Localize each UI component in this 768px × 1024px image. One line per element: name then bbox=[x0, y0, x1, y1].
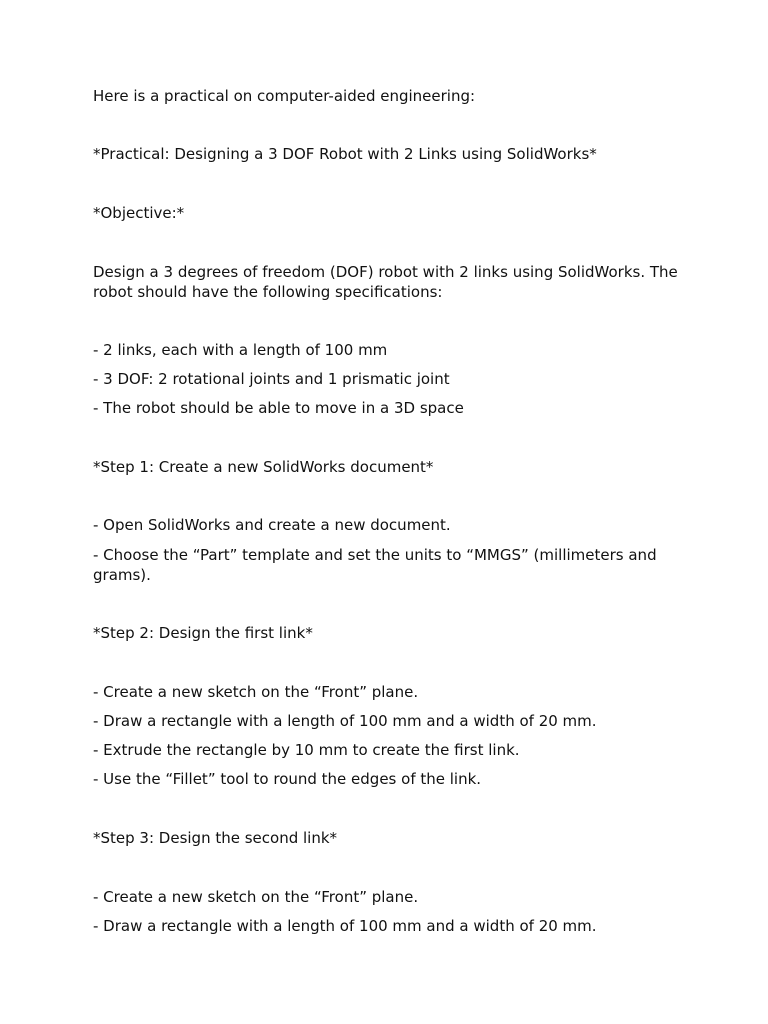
step2-item: - Extrude the rectangle by 10 mm to create the first link. bbox=[93, 741, 520, 759]
step3-item: - Draw a rectangle with a length of 100 mm and a width of 20 mm. bbox=[93, 917, 597, 935]
specification-item: - 2 links, each with a length of 100 mm bbox=[93, 341, 388, 359]
step1-item: - Open SolidWorks and create a new document. bbox=[93, 516, 451, 534]
specification-item: - The robot should be able to move in a 3D space bbox=[93, 399, 464, 417]
step1-heading: *Step 1: Create a new SolidWorks document* bbox=[93, 458, 434, 476]
objective-text: Design a 3 degrees of freedom (DOF) robot with 2 links using SolidWorks. The robot should have the following specifications: bbox=[93, 263, 678, 301]
step1-item: - Choose the “Part” template and set the units to “MMGS” (millimeters and grams). bbox=[93, 546, 657, 584]
step2-item: - Create a new sketch on the “Front” plane. bbox=[93, 683, 419, 701]
practical-title: *Practical: Designing a 3 DOF Robot with 2 Links using SolidWorks* bbox=[93, 145, 597, 163]
step2-item: - Use the “Fillet” tool to round the edges of the link. bbox=[93, 770, 482, 788]
objective-heading: *Objective:* bbox=[93, 204, 185, 222]
step3-heading: *Step 3: Design the second link* bbox=[93, 829, 338, 847]
step3-item: - Create a new sketch on the “Front” plane. bbox=[93, 888, 419, 906]
step2-heading: *Step 2: Design the first link* bbox=[93, 624, 313, 642]
specification-item: - 3 DOF: 2 rotational joints and 1 prismatic joint bbox=[93, 370, 450, 388]
step2-item: - Draw a rectangle with a length of 100 mm and a width of 20 mm. bbox=[93, 712, 597, 730]
intro-text: Here is a practical on computer-aided engineering: bbox=[93, 87, 476, 105]
